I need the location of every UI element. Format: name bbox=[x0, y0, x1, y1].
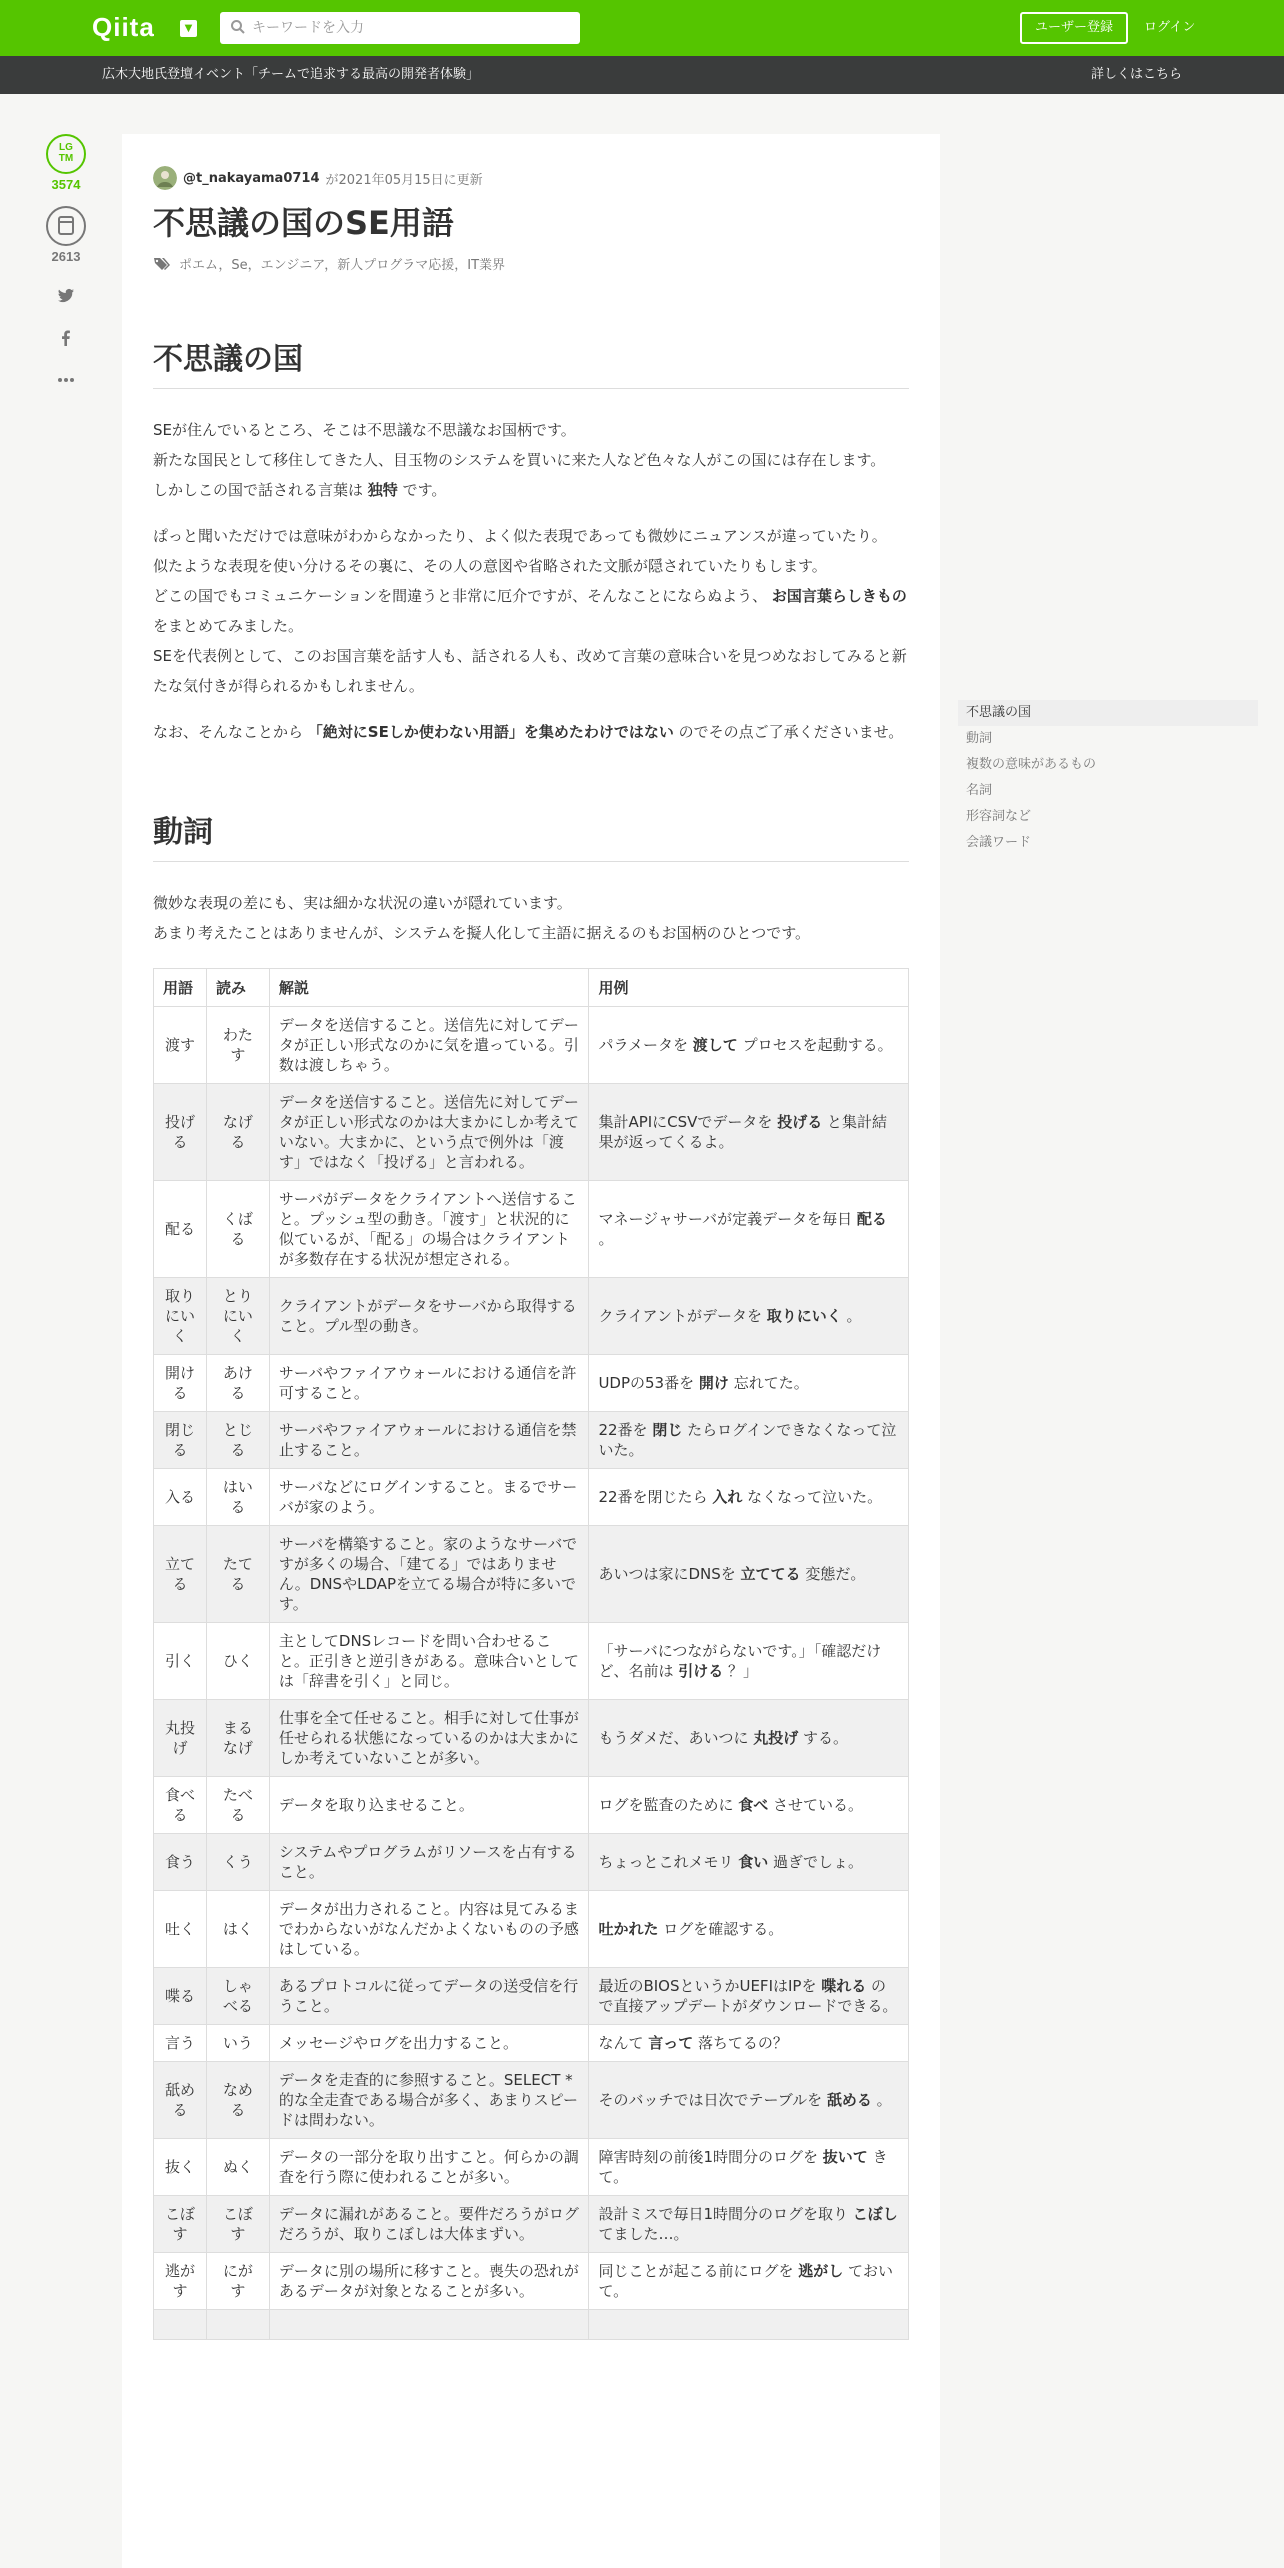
lgtm-count: 3574 bbox=[51, 177, 81, 192]
reading-cell: まるなげ bbox=[206, 1700, 269, 1777]
search-icon bbox=[230, 19, 246, 35]
table-row bbox=[154, 1084, 909, 1181]
table-row bbox=[154, 2310, 909, 2340]
paragraph: どこの国でもコミュニケーションを間違うと非常に厄介ですが、そんなことにならぬよう、 お国言葉らしきもの をまとめてみました。 bbox=[153, 587, 907, 635]
paragraph: なお、そんなことから 「絶対にSEしか使わない用語」を集めたわけではない のでその点ご了承くださいませ。 bbox=[153, 723, 904, 741]
example-cell: 22番を閉じたら 入れ なくなって泣いた。 bbox=[589, 1469, 909, 1526]
term-cell: 食う bbox=[154, 1834, 207, 1891]
table-header: 解説 bbox=[269, 969, 589, 1007]
paragraph: SEを代表例として、このお国言葉を話す人も、話される人も、改めて言葉の意味合いを見つめなおしてみると新たな気付きが得られるかもしれません。 bbox=[153, 647, 907, 695]
paragraph: ぱっと聞いただけでは意味がわからなかったり、よく似た表現であっても微妙にニュアンスが違っていたり。 bbox=[153, 527, 887, 545]
toc-item[interactable]: 複数の意味があるもの bbox=[966, 757, 1097, 772]
reading-cell: いう bbox=[206, 2025, 269, 2062]
signup-button[interactable]: ユーザー登録 bbox=[1020, 12, 1128, 44]
description-cell: データに漏れがあること。要件だろうがログだろうが、取りこぼしは大体まずい。 bbox=[269, 2196, 589, 2253]
example-cell: 吐かれた ログを確認する。 bbox=[589, 1891, 909, 1968]
reading-cell: ひく bbox=[206, 1623, 269, 1700]
table-row bbox=[154, 2062, 909, 2139]
table-row bbox=[154, 2253, 909, 2310]
table-header: 用語 bbox=[154, 969, 207, 1007]
article-title: 不思議の国のSE用語 bbox=[153, 204, 454, 242]
example-cell: UDPの53番を 開け 忘れてた。 bbox=[589, 1355, 909, 1412]
section-heading: 動詞 bbox=[153, 807, 909, 862]
table-row bbox=[154, 1007, 909, 1084]
description-cell: 主としてDNSレコードを問い合わせること。正引きと逆引きがある。意味合いとしては「辞書を引く」と同じ。 bbox=[269, 1623, 589, 1700]
table-row bbox=[154, 1777, 909, 1834]
table-row bbox=[154, 1526, 909, 1623]
description-cell: サーバやファイアウォールにおける通信を許可すること。 bbox=[269, 1355, 589, 1412]
facebook-icon[interactable] bbox=[56, 328, 76, 348]
example-cell: 「サーバにつながらないです。」「確認だけど、名前は 引ける ？」 bbox=[589, 1623, 909, 1700]
reading-cell: あける bbox=[206, 1355, 269, 1412]
description-cell: サーバなどにログインすること。まるでサーバが家のよう。 bbox=[269, 1469, 589, 1526]
stock-button[interactable] bbox=[46, 206, 86, 246]
term-cell: 渡す bbox=[154, 1007, 207, 1084]
reading-cell: とじる bbox=[206, 1412, 269, 1469]
term-cell: 引く bbox=[154, 1623, 207, 1700]
reading-cell: なげる bbox=[206, 1084, 269, 1181]
description-cell: メッセージやログを出力すること。 bbox=[269, 2025, 589, 2062]
reading-cell: くう bbox=[206, 1834, 269, 1891]
reading-cell: にがす bbox=[206, 2253, 269, 2310]
example-cell: パラメータを 渡して プロセスを起動する。 bbox=[589, 1007, 909, 1084]
table-row bbox=[154, 1278, 909, 1355]
term-cell: 吐く bbox=[154, 1891, 207, 1968]
description-cell: 仕事を全て任せること。相手に対して仕事が任せられる状態になっているのかは大まかにしか考えていないことが多い。 bbox=[269, 1700, 589, 1777]
toc-item[interactable]: 動詞 bbox=[966, 731, 993, 746]
author-name[interactable]: @t_nakayama0714 bbox=[183, 170, 320, 186]
paragraph: 似たような表現を使い分けるその裏に、その人の意図や省略された文脈が隠されていたりもします。 bbox=[153, 557, 827, 575]
table-header-row bbox=[154, 969, 909, 1007]
description-cell: サーバがデータをクライアントへ送信すること。プッシュ型の動き。「渡す」と状況的に似ているが、「配る」の場合はクライアントが多数存在する状況が想定される。 bbox=[269, 1181, 589, 1278]
term-cell: 配る bbox=[154, 1181, 207, 1278]
reading-cell: わたす bbox=[206, 1007, 269, 1084]
search-box[interactable] bbox=[220, 12, 580, 44]
reading-cell: こぼす bbox=[206, 2196, 269, 2253]
avatar[interactable] bbox=[153, 166, 177, 190]
description-cell: クライアントがデータをサーバから取得すること。プル型の動き。 bbox=[269, 1278, 589, 1355]
reading-cell bbox=[206, 2310, 269, 2340]
term-cell: 立てる bbox=[154, 1526, 207, 1623]
event-banner bbox=[0, 56, 1284, 94]
table-row bbox=[154, 1968, 909, 2025]
description-cell: データを送信すること。送信先に対してデータが正しい形式なのかは大まかにしか考えていない。大まかに、という点で例外は「渡す」ではなく「投げる」と言われる。 bbox=[269, 1084, 589, 1181]
banner-text[interactable]: 広木大地氏登壇イベント「チームで追求する最高の開発者体験」 bbox=[102, 67, 480, 82]
twitter-icon[interactable] bbox=[56, 286, 76, 306]
table-row bbox=[154, 1623, 909, 1700]
table-row bbox=[154, 1700, 909, 1777]
example-cell: クライアントがデータを 取りにいく 。 bbox=[589, 1278, 909, 1355]
table-row bbox=[154, 2196, 909, 2253]
table-of-contents bbox=[958, 700, 1258, 856]
reading-cell: ぬく bbox=[206, 2139, 269, 2196]
reading-cell: とりにいく bbox=[206, 1278, 269, 1355]
term-cell: 入る bbox=[154, 1469, 207, 1526]
description-cell bbox=[269, 2310, 589, 2340]
description-cell: データに別の場所に移すこと。喪失の恐れがあるデータが対象となることが多い。 bbox=[269, 2253, 589, 2310]
article-card bbox=[122, 134, 940, 2568]
reading-cell: たべる bbox=[206, 1777, 269, 1834]
table-row bbox=[154, 1834, 909, 1891]
table-row bbox=[154, 2025, 909, 2062]
updated-date: が2021年05月15日に更新 bbox=[325, 172, 483, 188]
lgtm-button[interactable] bbox=[46, 134, 86, 174]
article-meta bbox=[153, 166, 483, 190]
term-cell: 閉じる bbox=[154, 1412, 207, 1469]
reading-cell: しゃべる bbox=[206, 1968, 269, 2025]
banner-detail-link[interactable]: 詳しくはこちら bbox=[1090, 67, 1182, 82]
example-cell: もうダメだ、あいつに 丸投げ する。 bbox=[589, 1700, 909, 1777]
description-cell: データを取り込ませること。 bbox=[269, 1777, 589, 1834]
example-cell bbox=[589, 2310, 909, 2340]
example-cell: 障害時刻の前後1時間分のログを 抜いて きて。 bbox=[589, 2139, 909, 2196]
tag-list bbox=[153, 254, 505, 273]
paragraph: 微妙な表現の差にも、実は細かな状況の違いが隠れています。 bbox=[153, 894, 572, 912]
term-cell: 開ける bbox=[154, 1355, 207, 1412]
description-cell: サーバを構築すること。家のようなサーバですが多くの場合、「建てる」ではありません。DNSやLDAPを立てる場合が特に多いです。 bbox=[269, 1526, 589, 1623]
description-cell: データを走査的に参照すること。SELECT * 的な全走査である場合が多く、あまりスピードは問わない。 bbox=[269, 2062, 589, 2139]
more-icon[interactable] bbox=[56, 370, 76, 390]
search-input[interactable] bbox=[252, 12, 572, 44]
term-cell: 投げる bbox=[154, 1084, 207, 1181]
example-cell: そのバッチでは日次でテーブルを 舐める 。 bbox=[589, 2062, 909, 2139]
tags-text[interactable]: ポエム，Se，エンジニア，新人プログラマ応援，IT業界 bbox=[179, 258, 506, 273]
table-row bbox=[154, 2139, 909, 2196]
paragraph: SEが住んでいるところ、そこは不思議な不思議なお国柄です。 bbox=[153, 421, 576, 439]
chevron-down-icon[interactable]: ▼ bbox=[180, 20, 197, 37]
table-row bbox=[154, 1355, 909, 1412]
example-cell: ちょっとこれメモリ 食い 過ぎでしょ。 bbox=[589, 1834, 909, 1891]
example-cell: なんて 言って 落ちてるの？ bbox=[589, 2025, 909, 2062]
description-cell: データの一部分を取り出すこと。何らかの調査を行う際に使われることが多い。 bbox=[269, 2139, 589, 2196]
stock-count: 2613 bbox=[51, 249, 81, 264]
toc-item[interactable]: 会議ワード bbox=[966, 835, 1032, 850]
table-row bbox=[154, 1181, 909, 1278]
example-cell: マネージャサーバが定義データを毎日 配る 。 bbox=[589, 1181, 909, 1278]
paragraph: あまり考えたことはありませんが、システムを擬人化して主語に据えるのもお国柄のひとつです。 bbox=[153, 924, 811, 942]
example-cell: ログを監査のために 食べ させている。 bbox=[589, 1777, 909, 1834]
folder-icon bbox=[46, 206, 86, 246]
example-cell: 22番を 閉じ たらログインできなくなって泣いた。 bbox=[589, 1412, 909, 1469]
article-body bbox=[153, 334, 909, 2340]
example-cell: 集計APIにCSVでデータを 投げる と集計結果が返ってくるよ。 bbox=[589, 1084, 909, 1181]
reading-cell: なめる bbox=[206, 2062, 269, 2139]
reading-cell: はいる bbox=[206, 1469, 269, 1526]
term-cell: 喋る bbox=[154, 1968, 207, 2025]
paragraph: しかしこの国で話される言葉は 独特 です。 bbox=[153, 481, 447, 499]
reading-cell: はく bbox=[206, 1891, 269, 1968]
term-cell: 取りにいく bbox=[154, 1278, 207, 1355]
paragraph: 新たな国民として移住してきた人、目玉物のシステムを買いに来た人など色々な人がこの国には存在します。 bbox=[153, 451, 886, 469]
tags-icon bbox=[153, 256, 171, 272]
table-row bbox=[154, 1469, 909, 1526]
verb-table bbox=[153, 968, 909, 2340]
term-cell: 丸投げ bbox=[154, 1700, 207, 1777]
toc-item[interactable]: 名詞 bbox=[966, 783, 993, 798]
description-cell: システムやプログラムがリソースを占有すること。 bbox=[269, 1834, 589, 1891]
lgtm-label: LG TM bbox=[58, 142, 74, 164]
term-cell: 舐める bbox=[154, 2062, 207, 2139]
example-cell: 設計ミスで毎日1時間分のログを取り こぼし てました…。 bbox=[589, 2196, 909, 2253]
global-header bbox=[0, 0, 1284, 56]
description-cell: サーバやファイアウォールにおける通信を禁止すること。 bbox=[269, 1412, 589, 1469]
table-header: 読み bbox=[206, 969, 269, 1007]
term-cell: 言う bbox=[154, 2025, 207, 2062]
qiita-logo[interactable]: Qiita bbox=[92, 12, 155, 42]
term-cell bbox=[154, 2310, 207, 2340]
term-cell: 食べる bbox=[154, 1777, 207, 1834]
description-cell: あるプロトコルに従ってデータの送受信を行うこと。 bbox=[269, 1968, 589, 2025]
example-cell: 最近のBIOSというかUEFIはIPを 喋れる ので直接アップデートがダウンロードできる。 bbox=[589, 1968, 909, 2025]
toc-item[interactable]: 不思議の国 bbox=[958, 700, 1258, 726]
table-row bbox=[154, 1412, 909, 1469]
description-cell: データを送信すること。送信先に対してデータが正しい形式なのかに気を遣っている。引数は渡しちゃう。 bbox=[269, 1007, 589, 1084]
reading-cell: たてる bbox=[206, 1526, 269, 1623]
section-heading: 不思議の国 bbox=[153, 334, 909, 389]
example-cell: 同じことが起こる前にログを 逃がし ておいて。 bbox=[589, 2253, 909, 2310]
term-cell: 抜く bbox=[154, 2139, 207, 2196]
term-cell: 逃がす bbox=[154, 2253, 207, 2310]
toc-item[interactable]: 形容詞など bbox=[966, 809, 1032, 824]
term-cell: こぼす bbox=[154, 2196, 207, 2253]
description-cell: データが出力されること。内容は見てみるまでわからないがなんだかよくないものの予感はしている。 bbox=[269, 1891, 589, 1968]
reading-cell: くばる bbox=[206, 1181, 269, 1278]
table-header: 用例 bbox=[589, 969, 909, 1007]
article-side-actions bbox=[44, 134, 88, 390]
example-cell: あいつは家にDNSを 立ててる 変態だ。 bbox=[589, 1526, 909, 1623]
login-link[interactable]: ログイン bbox=[1144, 20, 1196, 35]
table-row bbox=[154, 1891, 909, 1968]
